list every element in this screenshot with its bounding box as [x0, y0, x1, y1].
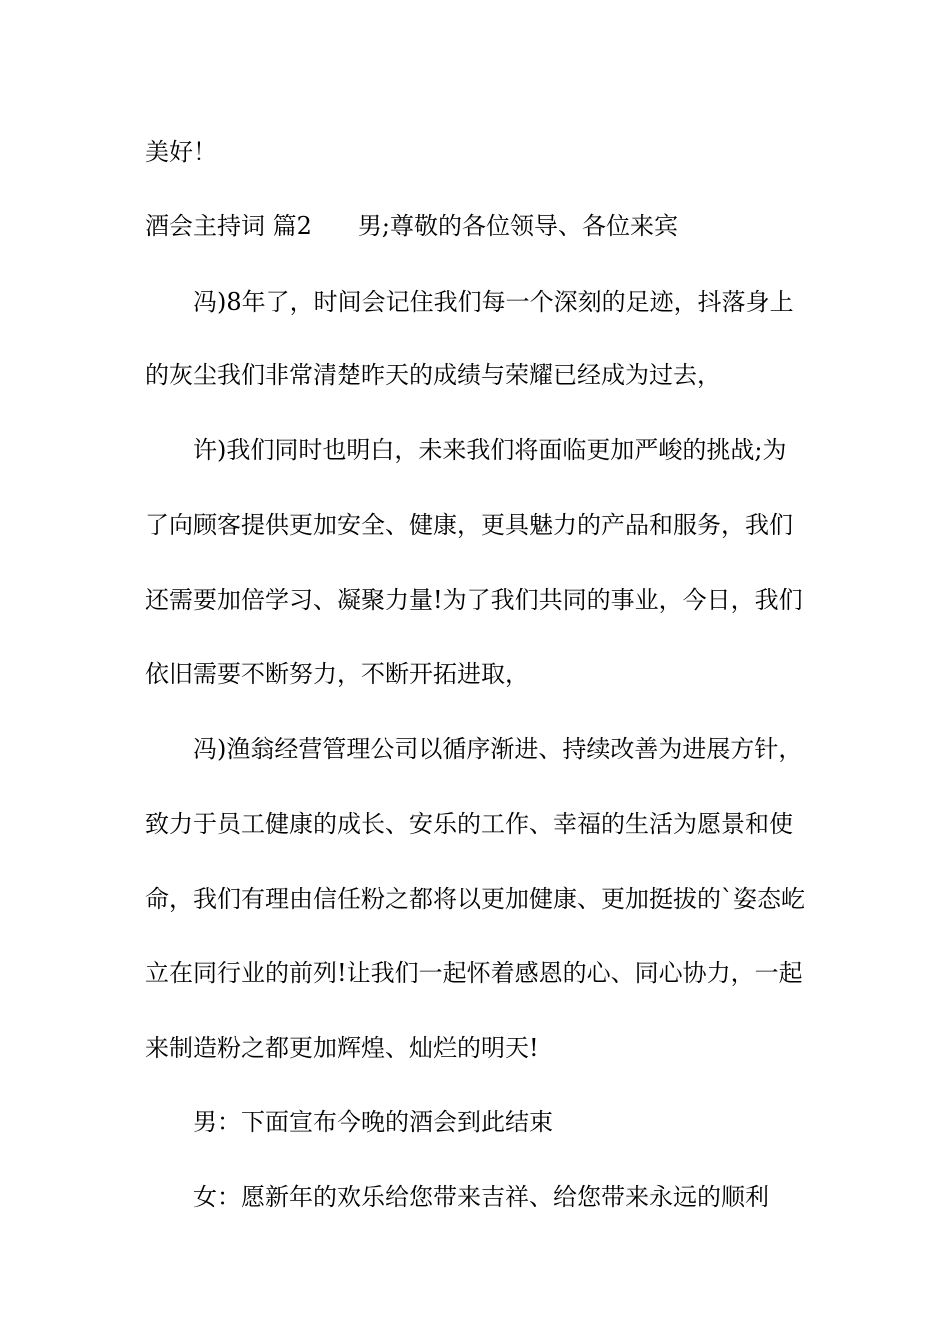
paragraph-line: 命，我们有理由信任粉之都将以更加健康、更加挺拔的`姿态屹: [145, 885, 805, 913]
paragraph-line: 许)我们同时也明白，未来我们将面临更加严峻的挑战;为: [193, 436, 787, 464]
paragraph-line: 还需要加倍学习、凝聚力量!为了我们共同的事业，今日，我们: [145, 586, 803, 614]
section-title: 酒会主持词 篇2: [145, 212, 312, 240]
paragraph-line: 依旧需要不断努力，不断开拓进取，: [145, 660, 529, 688]
speaker-greeting: 男;尊敬的各位领导、各位来宾: [357, 212, 678, 240]
paragraph-line: 冯)8年了，时间会记住我们每一个深刻的足迹，抖落身上: [193, 288, 794, 316]
paragraph-line: 女：愿新年的欢乐给您带来吉祥、给您带来永远的顺利: [193, 1183, 769, 1211]
paragraph-line: 来制造粉之都更加辉煌、灿烂的明天!: [145, 1034, 539, 1062]
paragraph-line: 致力于员工健康的成长、安乐的工作、幸福的生活为愿景和使: [145, 810, 793, 838]
section-heading: [145, 211, 678, 241]
paragraph-line: 美好！: [145, 138, 217, 166]
paragraph-line: 立在同行业的前列!让我们一起怀着感恩的心、同心协力，一起: [145, 959, 803, 987]
paragraph-line: 了向顾客提供更加安全、健康，更具魅力的产品和服务，我们: [145, 511, 793, 539]
paragraph-line: 男：下面宣布今晚的酒会到此结束: [193, 1108, 553, 1136]
paragraph-line: 冯)渔翁经营管理公司以循序渐进、持续改善为进展方针，: [193, 735, 803, 763]
paragraph-line: 的灰尘我们非常清楚昨天的成绩与荣耀已经成为过去，: [145, 361, 721, 389]
